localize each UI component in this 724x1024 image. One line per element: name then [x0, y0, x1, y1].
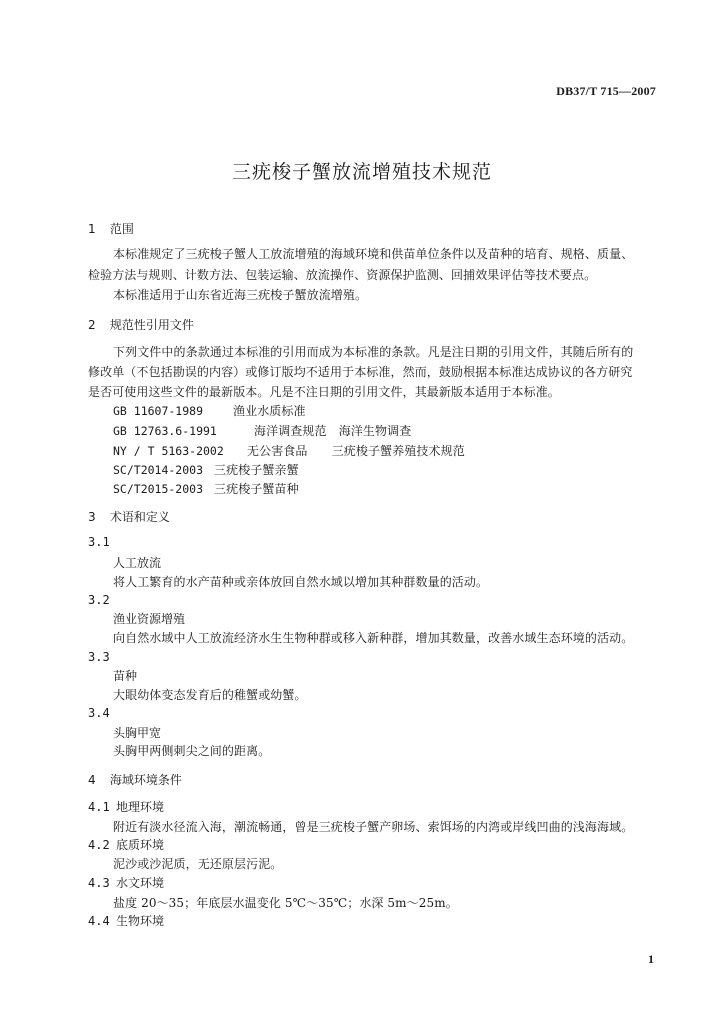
- reference-code: GB 11607-1989: [113, 404, 204, 418]
- subsection-text: 盐度 20～35；年底层水温变化 5℃～35℃；水深 5m～25m。: [113, 896, 458, 910]
- subsection-number: 4.3: [88, 876, 110, 890]
- subsection-number: 4.2: [88, 838, 110, 852]
- subsection-title: 水文环境: [116, 876, 165, 890]
- reference-item: [113, 482, 299, 496]
- paragraph-line: 本标准适用于山东省近海三疣梭子蟹放流增殖。: [113, 288, 368, 302]
- paragraph-line: 修改单（不包括勘误的内容）或修订版均不适用于本标准，然而，鼓励根据本标准达成协议的各方研究: [88, 365, 633, 379]
- document-title: 三疣梭子蟹放流增殖技术规范: [231, 161, 492, 183]
- section-2-heading: [88, 318, 194, 332]
- term-definition: 将人工繁育的水产苗种或亲体放回自然水域以增加其种群数量的活动。: [113, 575, 489, 589]
- reference-code: SC/T2014-2003: [113, 463, 204, 477]
- subsection-number: 4.4: [88, 914, 110, 928]
- reference-item: [113, 463, 299, 477]
- reference-title: 无公害食品 三疣梭子蟹养殖技术规范: [247, 444, 465, 458]
- reference-item: [113, 444, 465, 458]
- section-number: 4: [88, 773, 96, 787]
- section-number: 3: [88, 510, 96, 524]
- section-number: 1: [88, 222, 96, 236]
- term-definition: 大眼幼体变态发育后的稚蟹或幼蟹。: [113, 688, 307, 702]
- section-4-heading: [88, 773, 182, 787]
- standard-code: DB37/T 715—2007: [556, 84, 656, 98]
- term-number: 3.1: [88, 535, 110, 549]
- subsection-heading: [88, 838, 164, 852]
- paragraph-line: 检验方法与规则、计数方法、包装运输、放流操作、资源保护监测、回捕效果评估等技术要点。: [88, 268, 597, 282]
- reference-title: 渔业水质标准: [233, 404, 306, 418]
- term-definition: 向自然水域中人工放流经济水生生物种群或移入新种群，增加其数量，改善水域生态环境的活动。: [113, 631, 634, 645]
- reference-title: 海洋调查规范 海洋生物调查: [254, 424, 412, 438]
- reference-item: [113, 424, 411, 438]
- subsection-heading: [88, 914, 164, 928]
- reference-title: 三疣梭子蟹亲蟹: [214, 463, 299, 477]
- page-number: 1: [648, 952, 654, 966]
- subsection-text: 泥沙或沙泥质，无还原层污泥。: [113, 857, 283, 871]
- section-number: 2: [88, 318, 96, 332]
- term-name: 渔业资源增殖: [113, 612, 186, 626]
- subsection-heading: [88, 800, 164, 814]
- reference-code: NY / T 5163-2002: [113, 444, 224, 458]
- term-name: 苗种: [113, 669, 138, 683]
- subsection-title: 底质环境: [116, 838, 165, 852]
- reference-item: [113, 404, 306, 418]
- paragraph-line: 是否可使用这些文件的最新版本。凡是不注日期的引用文件，其最新版本适用于本标准。: [88, 385, 560, 399]
- subsection-number: 4.1: [88, 800, 110, 814]
- section-1-heading: [88, 222, 134, 236]
- term-name: 头胸甲宽: [113, 726, 162, 740]
- paragraph-line: 下列文件中的条款通过本标准的引用而成为本标准的条款。凡是注日期的引用文件，其随后所有的: [113, 345, 634, 359]
- reference-code: GB 12763.6-1991: [113, 424, 217, 438]
- subsection-title: 地理环境: [116, 800, 165, 814]
- paragraph-line: 本标准规定了三疣梭子蟹人工放流增殖的海域环境和供苗单位条件以及苗种的培育、规格、质量、: [113, 247, 634, 261]
- term-number: 3.3: [88, 650, 110, 664]
- section-title: 规范性引用文件: [109, 318, 194, 332]
- term-definition: 头胸甲两侧刺尖之间的距离。: [113, 744, 271, 758]
- term-number: 3.4: [88, 706, 110, 720]
- reference-code: SC/T2015-2003: [113, 482, 204, 496]
- section-3-heading: [88, 510, 170, 524]
- section-title: 海域环境条件: [109, 773, 182, 787]
- reference-title: 三疣梭子蟹苗种: [214, 482, 299, 496]
- section-title: 范围: [109, 222, 134, 236]
- subsection-text: 附近有淡水径流入海，潮流畅通，曾是三疣梭子蟹产卵场、索饵场的内湾或岸线凹曲的浅海海域。: [113, 820, 634, 834]
- subsection-heading: [88, 876, 164, 890]
- subsection-title: 生物环境: [116, 914, 165, 928]
- term-number: 3.2: [88, 593, 110, 607]
- term-name: 人工放流: [113, 556, 162, 570]
- section-title: 术语和定义: [109, 510, 170, 524]
